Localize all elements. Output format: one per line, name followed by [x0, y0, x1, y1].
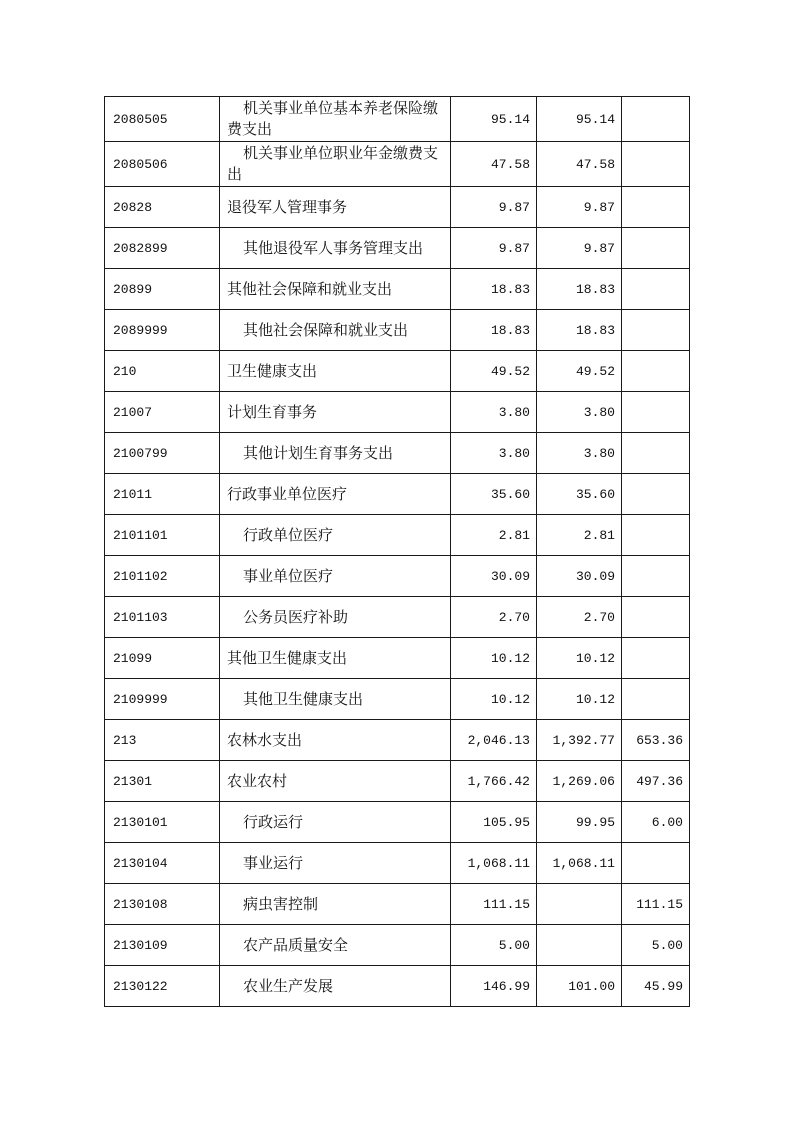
project-amount [622, 556, 690, 597]
project-amount: 111.15 [622, 884, 690, 925]
subject-name: 病虫害控制 [220, 884, 451, 925]
total-amount: 5.00 [451, 925, 537, 966]
total-amount: 47.58 [451, 142, 537, 187]
total-amount: 3.80 [451, 433, 537, 474]
subject-code: 2082899 [105, 228, 220, 269]
subject-name: 其他社会保障和就业支出 [220, 269, 451, 310]
project-amount [622, 351, 690, 392]
subject-code: 2101102 [105, 556, 220, 597]
table-row [105, 187, 690, 228]
basic-amount: 18.83 [537, 269, 622, 310]
subject-code: 2130122 [105, 966, 220, 1007]
subject-code: 2130108 [105, 884, 220, 925]
project-amount [622, 843, 690, 884]
subject-code: 2109999 [105, 679, 220, 720]
subject-code: 2100799 [105, 433, 220, 474]
subject-code: 2089999 [105, 310, 220, 351]
table-row [105, 884, 690, 925]
basic-amount: 18.83 [537, 310, 622, 351]
subject-name: 农林水支出 [220, 720, 451, 761]
project-amount [622, 97, 690, 142]
table-row [105, 925, 690, 966]
subject-name: 公务员医疗补助 [220, 597, 451, 638]
basic-amount: 9.87 [537, 187, 622, 228]
basic-amount: 1,392.77 [537, 720, 622, 761]
subject-name: 其他卫生健康支出 [220, 638, 451, 679]
table-row [105, 351, 690, 392]
table-row [105, 97, 690, 142]
basic-amount: 2.81 [537, 515, 622, 556]
total-amount: 1,766.42 [451, 761, 537, 802]
total-amount: 10.12 [451, 638, 537, 679]
subject-name: 退役军人管理事务 [220, 187, 451, 228]
subject-name: 机关事业单位基本养老保险缴费支出 [220, 97, 451, 142]
subject-name: 卫生健康支出 [220, 351, 451, 392]
subject-code: 2101101 [105, 515, 220, 556]
project-amount: 5.00 [622, 925, 690, 966]
table-row [105, 679, 690, 720]
subject-code: 210 [105, 351, 220, 392]
total-amount: 3.80 [451, 392, 537, 433]
basic-amount: 49.52 [537, 351, 622, 392]
subject-code: 20828 [105, 187, 220, 228]
project-amount [622, 515, 690, 556]
total-amount: 2,046.13 [451, 720, 537, 761]
table-row [105, 433, 690, 474]
project-amount [622, 310, 690, 351]
project-amount [622, 679, 690, 720]
project-amount [622, 269, 690, 310]
subject-name: 事业运行 [220, 843, 451, 884]
project-amount: 6.00 [622, 802, 690, 843]
basic-amount: 3.80 [537, 392, 622, 433]
total-amount: 2.70 [451, 597, 537, 638]
subject-code: 21099 [105, 638, 220, 679]
subject-code: 20899 [105, 269, 220, 310]
basic-amount: 47.58 [537, 142, 622, 187]
subject-name: 其他卫生健康支出 [220, 679, 451, 720]
table-row [105, 142, 690, 187]
total-amount: 18.83 [451, 310, 537, 351]
project-amount: 653.36 [622, 720, 690, 761]
subject-name: 其他计划生育事务支出 [220, 433, 451, 474]
total-amount: 95.14 [451, 97, 537, 142]
basic-amount: 10.12 [537, 679, 622, 720]
subject-name: 农业生产发展 [220, 966, 451, 1007]
basic-amount: 10.12 [537, 638, 622, 679]
basic-amount: 95.14 [537, 97, 622, 142]
subject-code: 2130104 [105, 843, 220, 884]
total-amount: 1,068.11 [451, 843, 537, 884]
table-row [105, 802, 690, 843]
total-amount: 9.87 [451, 228, 537, 269]
total-amount: 2.81 [451, 515, 537, 556]
subject-code: 213 [105, 720, 220, 761]
subject-name: 农产品质量安全 [220, 925, 451, 966]
basic-amount: 3.80 [537, 433, 622, 474]
project-amount [622, 392, 690, 433]
project-amount [622, 228, 690, 269]
total-amount: 9.87 [451, 187, 537, 228]
project-amount [622, 638, 690, 679]
subject-code: 21011 [105, 474, 220, 515]
expenditure-table [104, 96, 690, 1007]
subject-name: 行政单位医疗 [220, 515, 451, 556]
table-row [105, 720, 690, 761]
basic-amount: 99.95 [537, 802, 622, 843]
table-row [105, 392, 690, 433]
table-row [105, 761, 690, 802]
total-amount: 30.09 [451, 556, 537, 597]
basic-amount [537, 925, 622, 966]
table-row [105, 310, 690, 351]
project-amount: 45.99 [622, 966, 690, 1007]
basic-amount: 30.09 [537, 556, 622, 597]
total-amount: 105.95 [451, 802, 537, 843]
table-row [105, 638, 690, 679]
subject-name: 事业单位医疗 [220, 556, 451, 597]
table-row [105, 843, 690, 884]
total-amount: 111.15 [451, 884, 537, 925]
project-amount [622, 187, 690, 228]
subject-code: 2130109 [105, 925, 220, 966]
subject-name: 其他退役军人事务管理支出 [220, 228, 451, 269]
table-row [105, 269, 690, 310]
subject-code: 2080505 [105, 97, 220, 142]
project-amount [622, 433, 690, 474]
total-amount: 35.60 [451, 474, 537, 515]
basic-amount: 1,068.11 [537, 843, 622, 884]
basic-amount: 35.60 [537, 474, 622, 515]
basic-amount [537, 884, 622, 925]
total-amount: 10.12 [451, 679, 537, 720]
table-row [105, 228, 690, 269]
subject-code: 2080506 [105, 142, 220, 187]
table-row [105, 515, 690, 556]
basic-amount: 9.87 [537, 228, 622, 269]
subject-code: 2130101 [105, 802, 220, 843]
table-row [105, 556, 690, 597]
subject-code: 21007 [105, 392, 220, 433]
subject-name: 农业农村 [220, 761, 451, 802]
subject-code: 21301 [105, 761, 220, 802]
table-row [105, 966, 690, 1007]
subject-name: 其他社会保障和就业支出 [220, 310, 451, 351]
subject-name: 机关事业单位职业年金缴费支出 [220, 142, 451, 187]
subject-name: 行政事业单位医疗 [220, 474, 451, 515]
basic-amount: 1,269.06 [537, 761, 622, 802]
project-amount [622, 597, 690, 638]
project-amount: 497.36 [622, 761, 690, 802]
total-amount: 146.99 [451, 966, 537, 1007]
table-row [105, 597, 690, 638]
basic-amount: 101.00 [537, 966, 622, 1007]
basic-amount: 2.70 [537, 597, 622, 638]
subject-code: 2101103 [105, 597, 220, 638]
subject-name: 计划生育事务 [220, 392, 451, 433]
project-amount [622, 142, 690, 187]
total-amount: 49.52 [451, 351, 537, 392]
subject-name: 行政运行 [220, 802, 451, 843]
total-amount: 18.83 [451, 269, 537, 310]
project-amount [622, 474, 690, 515]
table-row [105, 474, 690, 515]
